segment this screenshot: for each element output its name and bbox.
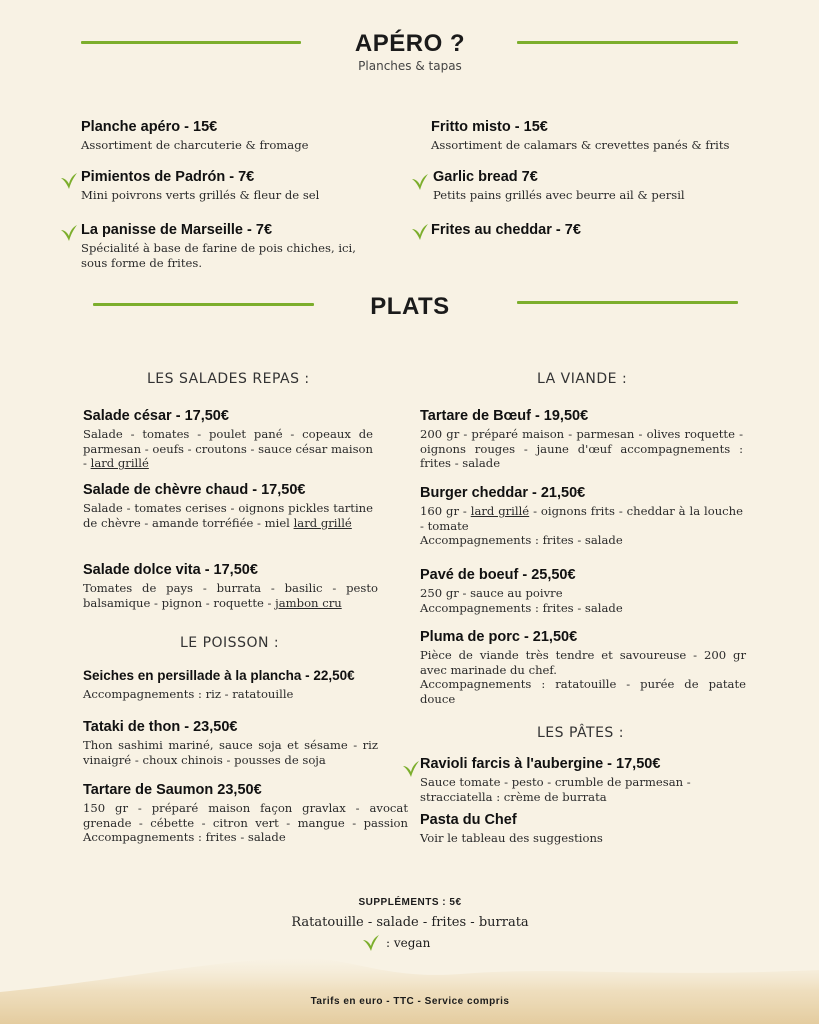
item-name: Pimientos de Padrón - 7€	[81, 169, 255, 185]
plat-item	[83, 407, 373, 471]
item-desc: Tomates de pays - burrata - basilic - pesto balsamique - pignon - roquette - jambon cru	[83, 581, 378, 610]
item-name: Ravioli farcis à l'aubergine - 17,50€	[420, 756, 661, 772]
apero-item	[81, 118, 381, 153]
item-name: Burger cheddar - 21,50€	[420, 485, 586, 501]
item-desc: Accompagnements : ratatouille - purée de patate douce	[420, 677, 746, 706]
item-desc: Pièce de viande très tendre et savoureuse - 200 gr avec marinade du chef.	[420, 648, 746, 677]
apero-subtitle: Planches & tapas	[358, 59, 462, 73]
plat-item	[83, 667, 398, 702]
item-name: Tataki de thon - 23,50€	[83, 719, 238, 735]
item-desc: Voir le tableau des suggestions	[420, 831, 603, 845]
item-name: Pavé de boeuf - 25,50€	[420, 567, 576, 583]
item-name: La panisse de Marseille - 7€	[81, 222, 273, 238]
item-name: Seiches en persillade à la plancha - 22,50€	[83, 668, 355, 683]
supplements-title: SUPPLÉMENTS : 5€	[358, 897, 462, 908]
item-desc: Spécialité à base de farine de pois chiches, ici, sous forme de frites.	[81, 241, 356, 270]
vegan-leaf-icon	[60, 172, 78, 190]
plat-item	[83, 561, 378, 610]
item-name: Salade césar - 17,50€	[83, 408, 229, 424]
vegan-leaf-icon	[411, 173, 429, 191]
item-desc: Accompagnements : riz - ratatouille	[83, 687, 294, 701]
plat-item	[420, 811, 720, 846]
item-desc: 150 gr - préparé maison façon gravlax - avocat grenade - cébette - citron vert - mangue - passion Accompagnements : frites - salade	[83, 801, 408, 845]
plat-item	[420, 407, 743, 471]
item-desc: 160 gr - lard grillé - oignons frits - cheddar à la louche - tomate	[420, 504, 743, 533]
item-desc: Petits pains grillés avec beurre ail & persil	[433, 188, 685, 202]
item-desc: Accompagnements : frites - salade	[420, 600, 623, 615]
apero-item	[81, 168, 381, 203]
category-poisson: LE POISSON :	[180, 635, 280, 651]
item-name: Salade de chèvre chaud - 17,50€	[83, 482, 306, 498]
plat-item	[420, 484, 743, 548]
plat-item	[83, 718, 378, 767]
item-desc: Assortiment de charcuterie & fromage	[81, 138, 309, 152]
item-desc: Salade - tomates cerises - oignons pickles tartine de chèvre - amande torréfiée - miel lard grillé	[83, 501, 373, 530]
plats-title: PLATS	[370, 293, 450, 320]
plat-item	[83, 481, 373, 530]
item-name: Planche apéro - 15€	[81, 119, 218, 135]
item-name: Pasta du Chef	[420, 812, 517, 828]
plat-item	[83, 781, 408, 845]
item-desc: 250 gr - sauce au poivre	[420, 586, 563, 600]
plat-item	[420, 628, 746, 706]
plat-item	[420, 566, 743, 615]
item-name: Tartare de Saumon 23,50€	[83, 782, 262, 798]
apero-item	[431, 221, 761, 239]
item-name: Fritto misto - 15€	[431, 119, 548, 135]
apero-rule-left	[81, 41, 301, 44]
category-salades: LES SALADES REPAS :	[147, 371, 310, 387]
item-desc: Salade - tomates - poulet pané - copeaux de parmesan - oeufs - croutons - sauce césar maison - lard grillé	[83, 427, 373, 471]
item-desc: Thon sashimi mariné, sauce soja et sésame - riz vinaigré - choux chinois - pousses de soja	[83, 738, 378, 767]
supplements-list: Ratatouille - salade - frites - burrata	[291, 915, 529, 930]
category-pates: LES PÂTES :	[537, 725, 624, 741]
apero-item	[431, 118, 761, 153]
item-name: Pluma de porc - 21,50€	[420, 629, 578, 645]
apero-title: APÉRO ?	[354, 30, 466, 57]
item-name: Tartare de Bœuf - 19,50€	[420, 408, 589, 424]
category-viande: LA VIANDE :	[537, 371, 628, 387]
item-desc: 200 gr - préparé maison - parmesan - olives roquette - oignons rouges - jaune d'œuf accompagnements : frites - salade	[420, 427, 743, 471]
vegan-leaf-icon	[362, 934, 380, 952]
plats-rule-left	[93, 303, 314, 306]
vegan-leaf-icon	[60, 224, 78, 242]
item-desc: Accompagnements : frites - salade	[420, 533, 623, 548]
item-name: Garlic bread 7€	[433, 169, 538, 185]
item-name: Salade dolce vita - 17,50€	[83, 562, 258, 578]
vegan-leaf-icon	[411, 223, 429, 241]
item-desc: Assortiment de calamars & crevettes panés & frits	[431, 138, 730, 152]
plats-rule-right	[517, 301, 738, 304]
apero-rule-right	[517, 41, 738, 44]
item-name: Frites au cheddar - 7€	[431, 222, 581, 238]
vegan-leaf-icon	[402, 760, 420, 778]
vegan-legend-text: : vegan	[386, 936, 431, 950]
item-desc: Sauce tomate - pesto - crumble de parmesan - stracciatella : crème de burrata	[420, 775, 691, 804]
apero-item	[433, 168, 763, 203]
footer-note: Tarifs en euro - TTC - Service compris	[310, 996, 510, 1007]
apero-item	[81, 221, 371, 270]
item-desc: Mini poivrons verts grillés & fleur de sel	[81, 188, 320, 202]
plat-item	[420, 755, 720, 804]
